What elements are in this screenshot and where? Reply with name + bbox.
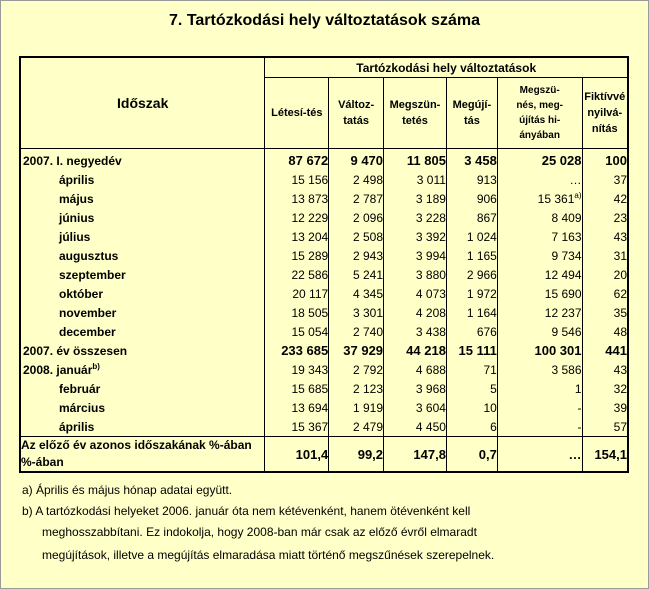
cell-value [446,284,497,303]
cell-value [384,189,447,208]
column-header [446,78,497,149]
column-header-line: újítás hi- [519,115,561,126]
cell-text: 43 [613,229,627,244]
cell-value [582,303,628,322]
cell-value [446,341,497,360]
cell-value [582,379,628,398]
cell-value [582,189,628,208]
table-row [20,360,628,379]
column-header-line: Létesí-tés [271,107,323,119]
cell-text: 9 734 [551,248,582,263]
cell-text: 15 156 [291,172,329,187]
row-label [20,341,265,360]
cell-value [497,398,582,417]
cell-value [265,265,329,284]
row-label-text: május [59,191,94,206]
cell-value [329,360,384,379]
header-group: Tartózkodási hely változtatások [265,57,628,78]
footer-value: 147,8 [384,437,447,473]
cell-text: 3 011 [416,172,446,187]
footer-value: 101,4 [265,437,329,473]
cell-value [497,189,582,208]
cell-value [384,322,447,341]
cell-text: 233 685 [281,343,329,358]
footer-label: Az előző év azonos időszakának %-ában %-ában [20,437,265,473]
cell-text: 4 688 [415,362,446,377]
cell-value [329,189,384,208]
cell-text: 3 604 [415,400,446,415]
cell-value [446,208,497,227]
cell-value [446,360,497,379]
row-label [20,303,265,322]
cell-text: 57 [613,419,627,434]
table-footer-row [20,437,628,473]
cell-value [384,265,447,284]
cell-value [446,417,497,437]
row-label [20,379,265,398]
cell-text: 4 450 [415,419,446,434]
footnote-b-cont2: megújítások, illetve a megújítás elmaradása miatt történő megszűnések szerepelnek. [42,548,495,562]
cell-value [265,417,329,437]
cell-value [582,284,628,303]
column-header [265,78,329,149]
cell-text: 2 792 [353,362,384,377]
row-label [20,149,265,171]
cell-value [384,227,447,246]
cell-value [497,322,582,341]
table-row [20,322,628,341]
cell-value [384,417,447,437]
table-row [20,417,628,437]
cell-text: 71 [483,362,497,377]
cell-text: 42 [613,191,627,206]
row-label-text: július [59,229,91,244]
table-row [20,149,628,171]
row-label [20,398,265,417]
cell-text: 37 929 [343,343,384,358]
cell-text: 22 586 [291,267,329,282]
cell-value [446,246,497,265]
cell-text: 15 367 [291,419,329,434]
cell-text: 100 301 [534,343,582,358]
column-header-line: Megszü- [519,85,560,96]
cell-text: 4 345 [353,286,384,301]
cell-text: 5 241 [353,267,384,282]
cell-text: 32 [613,381,627,396]
row-label-text: február [59,381,101,396]
cell-text: 4 073 [415,286,446,301]
column-header-line: nyilvá- [587,107,623,119]
column-header [582,78,628,149]
cell-value [265,170,329,189]
cell-text: 676 [476,324,497,339]
column-header-line: Fiktívvé [584,91,626,103]
cell-value [329,265,384,284]
cell-text: 2 966 [466,267,497,282]
cell-value [497,379,582,398]
cell-value [446,322,497,341]
footnote-a: a) Április és május hónap adatai együtt. [22,483,233,497]
table-row [20,246,628,265]
footer-value: 0,7 [446,437,497,473]
cell-value [582,246,628,265]
cell-value [329,246,384,265]
cell-text: 20 [613,267,627,282]
table-row [20,189,628,208]
cell-value [446,303,497,322]
row-label-text: 2007. év összesen [23,343,128,358]
cell-text: 15 690 [544,286,582,301]
cell-text: 31 [613,248,627,263]
cell-value [329,341,384,360]
row-label [20,322,265,341]
row-label [20,360,265,379]
cell-value [329,208,384,227]
cell-value [265,227,329,246]
cell-value [497,246,582,265]
cell-value [384,208,447,227]
cell-text: 1 919 [353,400,384,415]
cell-text: 3 968 [415,381,446,396]
cell-value [497,170,582,189]
cell-value [582,208,628,227]
cell-value [265,246,329,265]
cell-text: 18 505 [291,305,329,320]
cell-text: 867 [476,210,497,225]
cell-value [497,284,582,303]
cell-value [497,208,582,227]
row-label-text: november [59,305,117,320]
cell-value [265,379,329,398]
cell-value [265,341,329,360]
cell-value [446,170,497,189]
cell-text: 19 343 [291,362,329,377]
cell-text: 3 458 [464,153,497,168]
cell-value [497,265,582,284]
row-label-text: december [59,324,116,339]
cell-value [582,227,628,246]
footer-value: 154,1 [582,437,628,473]
table-row [20,227,628,246]
row-label [20,265,265,284]
cell-text: 3 994 [415,248,446,263]
cell-value [497,227,582,246]
cell-value [329,398,384,417]
cell-value [329,284,384,303]
cell-value [446,379,497,398]
cell-text: 35 [613,305,627,320]
cell-text: 1 [574,381,582,396]
table-row [20,379,628,398]
cell-text: 13 873 [291,191,329,206]
cell-text: 3 189 [415,191,446,206]
column-header-line: Megszün- [389,99,441,111]
column-header-line: nés, meg- [516,100,564,111]
cell-value [329,303,384,322]
cell-value [329,417,384,437]
row-label [20,246,265,265]
cell-text: 23 [613,210,627,225]
cell-value [384,284,447,303]
row-label [20,227,265,246]
cell-text: 3 228 [415,210,446,225]
cell-value [384,170,447,189]
cell-text: 1 164 [466,305,497,320]
cell-value [265,303,329,322]
cell-text: 12 494 [544,267,582,282]
cell-text: 43 [613,362,627,377]
cell-text: 2 479 [353,419,384,434]
cell-text: 44 218 [406,343,446,358]
column-header-line: nítás [591,123,618,135]
table-row [20,208,628,227]
row-label-text: április [59,419,95,434]
page-title: 7. Tartózkodási hely változtatások száma [169,12,480,29]
cell-text: 2 096 [353,210,384,225]
cell-value [497,149,582,171]
cell-value [265,189,329,208]
cell-value [446,265,497,284]
cell-text: 100 [605,153,627,168]
column-header [329,78,384,149]
row-label [20,284,265,303]
cell-text: 25 028 [541,153,582,168]
cell-text: - [577,419,582,434]
column-header-line: Megújí- [452,99,492,111]
cell-text: 12 229 [291,210,329,225]
cell-value [329,149,384,171]
cell-text: 2 508 [353,229,384,244]
row-label [20,189,265,208]
cell-value [446,149,497,171]
cell-text: 15 685 [291,381,329,396]
cell-value [582,170,628,189]
cell-value [446,227,497,246]
column-header [497,78,582,149]
footer-value: 99,2 [329,437,384,473]
footnote-b: b) A tartózkodási helyeket 2006. január óta nem kétévenként, hanem ötévenként kell [22,504,471,518]
cell-text: 10 [483,400,497,415]
row-label-text: 2008. január [23,363,93,377]
row-label-text: szeptember [59,267,126,282]
footnote-ref: b) [92,362,100,371]
row-label-text: június [59,210,95,225]
cell-text: 2 123 [353,381,384,396]
column-header-line: Változ- [338,99,375,111]
cell-text: 8 409 [551,210,582,225]
cell-text: 3 586 [551,362,582,377]
table-row [20,170,628,189]
cell-value [384,303,447,322]
cell-text: 15 289 [291,248,329,263]
cell-value [582,417,628,437]
cell-value [582,360,628,379]
table-row [20,341,628,360]
cell-value [582,265,628,284]
cell-text: 2 943 [353,248,384,263]
cell-value [265,149,329,171]
cell-text: … [569,172,582,187]
cell-text: 1 165 [466,248,497,263]
cell-text: 12 237 [544,305,582,320]
column-header-line: tetés [402,115,428,127]
cell-text: 441 [605,343,627,358]
table-row [20,265,628,284]
cell-text: 20 117 [292,286,329,301]
cell-value [446,398,497,417]
cell-text: 87 672 [288,153,329,168]
cell-text: 9 546 [551,324,582,339]
cell-value [384,246,447,265]
row-label-text: augusztus [59,248,119,263]
cell-text: 13 204 [291,229,329,244]
row-label [20,417,265,437]
cell-text: 2 740 [353,324,384,339]
cell-text: 3 301 [353,305,384,320]
column-header [384,78,447,149]
cell-value [329,322,384,341]
cell-value [329,227,384,246]
row-label-text: március [59,400,106,415]
footnote-b-cont1: meghosszabbítani. Ez indokolja, hogy 2008-ban már csak az előző évről elmaradt [42,525,477,539]
cell-text: 2 498 [353,172,384,187]
cell-value [582,149,628,171]
row-label-text: április [59,172,95,187]
cell-text: 9 470 [350,153,384,168]
cell-value [497,341,582,360]
row-label-text: október [59,286,104,301]
row-label [20,208,265,227]
cell-text: 3 880 [415,267,446,282]
cell-value [582,341,628,360]
cell-value [329,379,384,398]
cell-value [384,360,447,379]
cell-value [265,284,329,303]
cell-value [497,303,582,322]
cell-text: 4 208 [415,305,446,320]
cell-value [582,322,628,341]
cell-text: 906 [476,191,497,206]
cell-value [329,170,384,189]
cell-text: 15 111 [458,343,497,358]
cell-text: 913 [476,172,497,187]
cell-text: 37 [613,172,627,187]
cell-value [497,360,582,379]
cell-value [384,398,447,417]
cell-text: 62 [613,286,627,301]
cell-value [384,149,447,171]
cell-text: 7 163 [551,229,582,244]
column-header-line: tás [463,115,480,127]
table-row [20,284,628,303]
cell-value [497,417,582,437]
cell-value [446,189,497,208]
column-header-line: tatás [343,115,369,127]
header-period: Időszak [20,57,265,149]
table-row [20,303,628,322]
cell-value [582,398,628,417]
cell-text: - [577,400,582,415]
cell-text: 11 805 [406,153,446,168]
cell-text: 1 024 [466,229,497,244]
cell-text: 5 [490,381,497,396]
cell-value [384,341,447,360]
data-table [19,56,629,473]
cell-text: 48 [613,324,627,339]
row-label-text: 2007. I. negyedév [23,153,122,168]
cell-text: 15 054 [291,324,329,339]
cell-text: 1 972 [466,286,497,301]
cell-text: 6 [490,419,497,434]
cell-text: 2 787 [353,191,384,206]
cell-value [265,398,329,417]
cell-value [265,322,329,341]
cell-value [265,208,329,227]
cell-text: 15 361 [537,192,575,206]
table-row [20,398,628,417]
cell-value [384,379,447,398]
footer-value: … [497,437,582,473]
cell-text: 3 438 [415,324,446,339]
row-label [20,170,265,189]
cell-text: 39 [613,400,627,415]
cell-text: 13 694 [291,400,329,415]
cell-value [265,360,329,379]
footnote-ref: a) [574,191,582,200]
column-header-line: ányában [519,130,560,141]
cell-text: 3 392 [415,229,446,244]
